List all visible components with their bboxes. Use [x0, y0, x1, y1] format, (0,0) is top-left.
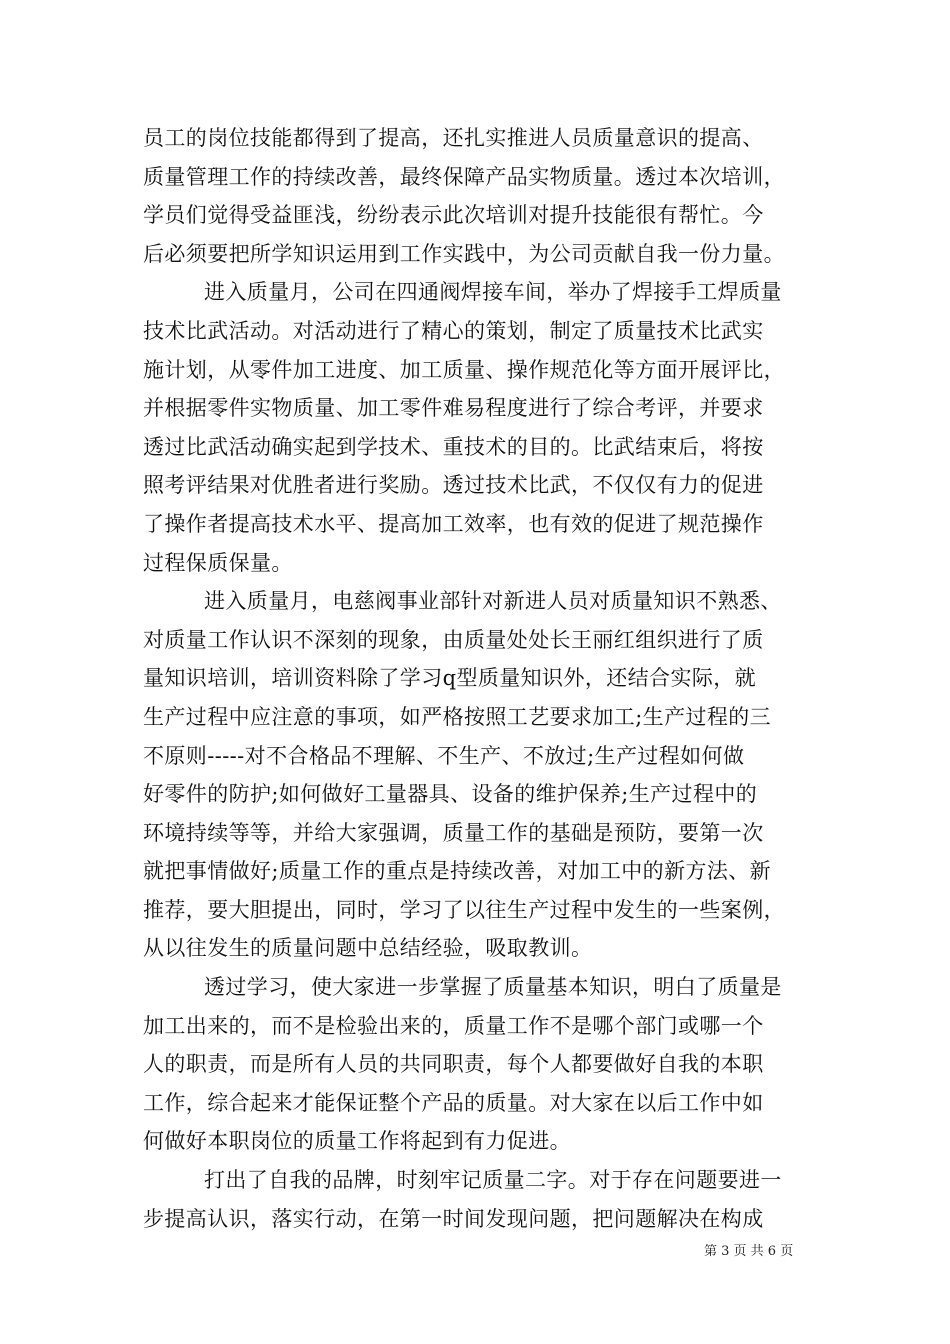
text-line: 了操作者提高技术水平、提高加工效率，也有效的促进了规范操作	[143, 511, 764, 536]
paragraph	[143, 968, 810, 1161]
text-line: 后必须要把所学知识运用到工作实践中，为公司贡献自我一份力量。	[143, 241, 785, 266]
text-line: 从以往发生的质量问题中总结经验，吸取教训。	[143, 936, 593, 961]
text-line: 并根据零件实物质量、加工零件难易程度进行了综合考评，并要求	[143, 396, 764, 421]
text-line: 进入质量月，电慈阀事业部针对新进人员对质量知识不熟悉、	[204, 589, 782, 614]
text-line: 施计划，从零件加工进度、加工质量、操作规范化等方面开展评比，	[143, 357, 785, 382]
text-line: 过程保质保量。	[143, 550, 293, 575]
text-line: 打出了自我的品牌，时刻牢记质量二字。对于存在问题要进一	[204, 1168, 782, 1193]
text-line: 透过比武活动确实起到学技术、重技术的目的。比武结束后，将按	[143, 434, 764, 459]
text-line: 步提高认识，落实行动，在第一时间发现问题，把问题解决在构成	[143, 1206, 764, 1231]
text-line: 就把事情做好;质量工作的重点是持续改善，对加工中的新方法、新	[143, 859, 772, 884]
text-line: 人的职责，而是所有人员的共同职责，每个人都要做好自我的本职	[143, 1052, 764, 1077]
text-line: 不原则-----对不合格品不理解、不生产、不放过;生产过程如何做	[143, 743, 745, 768]
document-body	[143, 119, 810, 1238]
text-line: 透过学习，使大家进一步掌握了质量基本知识，明白了质量是	[204, 975, 782, 1000]
page-number-footer: 第 3 页 共 6 页	[704, 1244, 794, 1259]
text-line: 环境持续等等，并给大家强调，质量工作的基础是预防，要第一次	[143, 820, 764, 845]
text-line: 照考评结果对优胜者进行奖励。透过技术比武，不仅仅有力的促进	[143, 473, 764, 498]
text-line: 加工出来的，而不是检验出来的，质量工作不是哪个部门或哪一个	[143, 1013, 764, 1038]
text-line: 推荐，要大胆提出，同时，学习了以往生产过程中发生的一些案例，	[143, 897, 785, 922]
text-line: 何做好本职岗位的质量工作将起到有力促进。	[143, 1129, 571, 1154]
text-line: 量知识培训，培训资料除了学习q型质量知识外，还结合实际，就	[143, 666, 757, 691]
text-line: 生产过程中应注意的事项，如严格按照工艺要求加工;生产过程的三	[143, 704, 772, 729]
text-line: 进入质量月，公司在四通阀焊接车间，举办了焊接手工焊质量	[204, 280, 782, 305]
text-line: 技术比武活动。对活动进行了精心的策划，制定了质量技术比武实	[143, 318, 764, 343]
text-line: 学员们觉得受益匪浅，纷纷表示此次培训对提升技能很有帮忙。今	[143, 203, 764, 228]
paragraph	[143, 1161, 810, 1238]
text-line: 对质量工作认识不深刻的现象，由质量处处长王丽红组织进行了质	[143, 627, 764, 652]
text-line: 质量管理工作的持续改善，最终保障产品实物质量。透过本次培训，	[143, 164, 785, 189]
text-line: 工作，综合起来才能保证整个产品的质量。对大家在以后工作中如	[143, 1090, 764, 1115]
paragraph	[143, 273, 810, 582]
paragraph	[143, 582, 810, 968]
paragraph	[143, 119, 810, 273]
text-line: 员工的岗位技能都得到了提高，还扎实推进人员质量意识的提高、	[143, 126, 764, 150]
text-line: 好零件的防护;如何做好工量器具、设备的维护保养;生产过程中的	[143, 782, 758, 807]
